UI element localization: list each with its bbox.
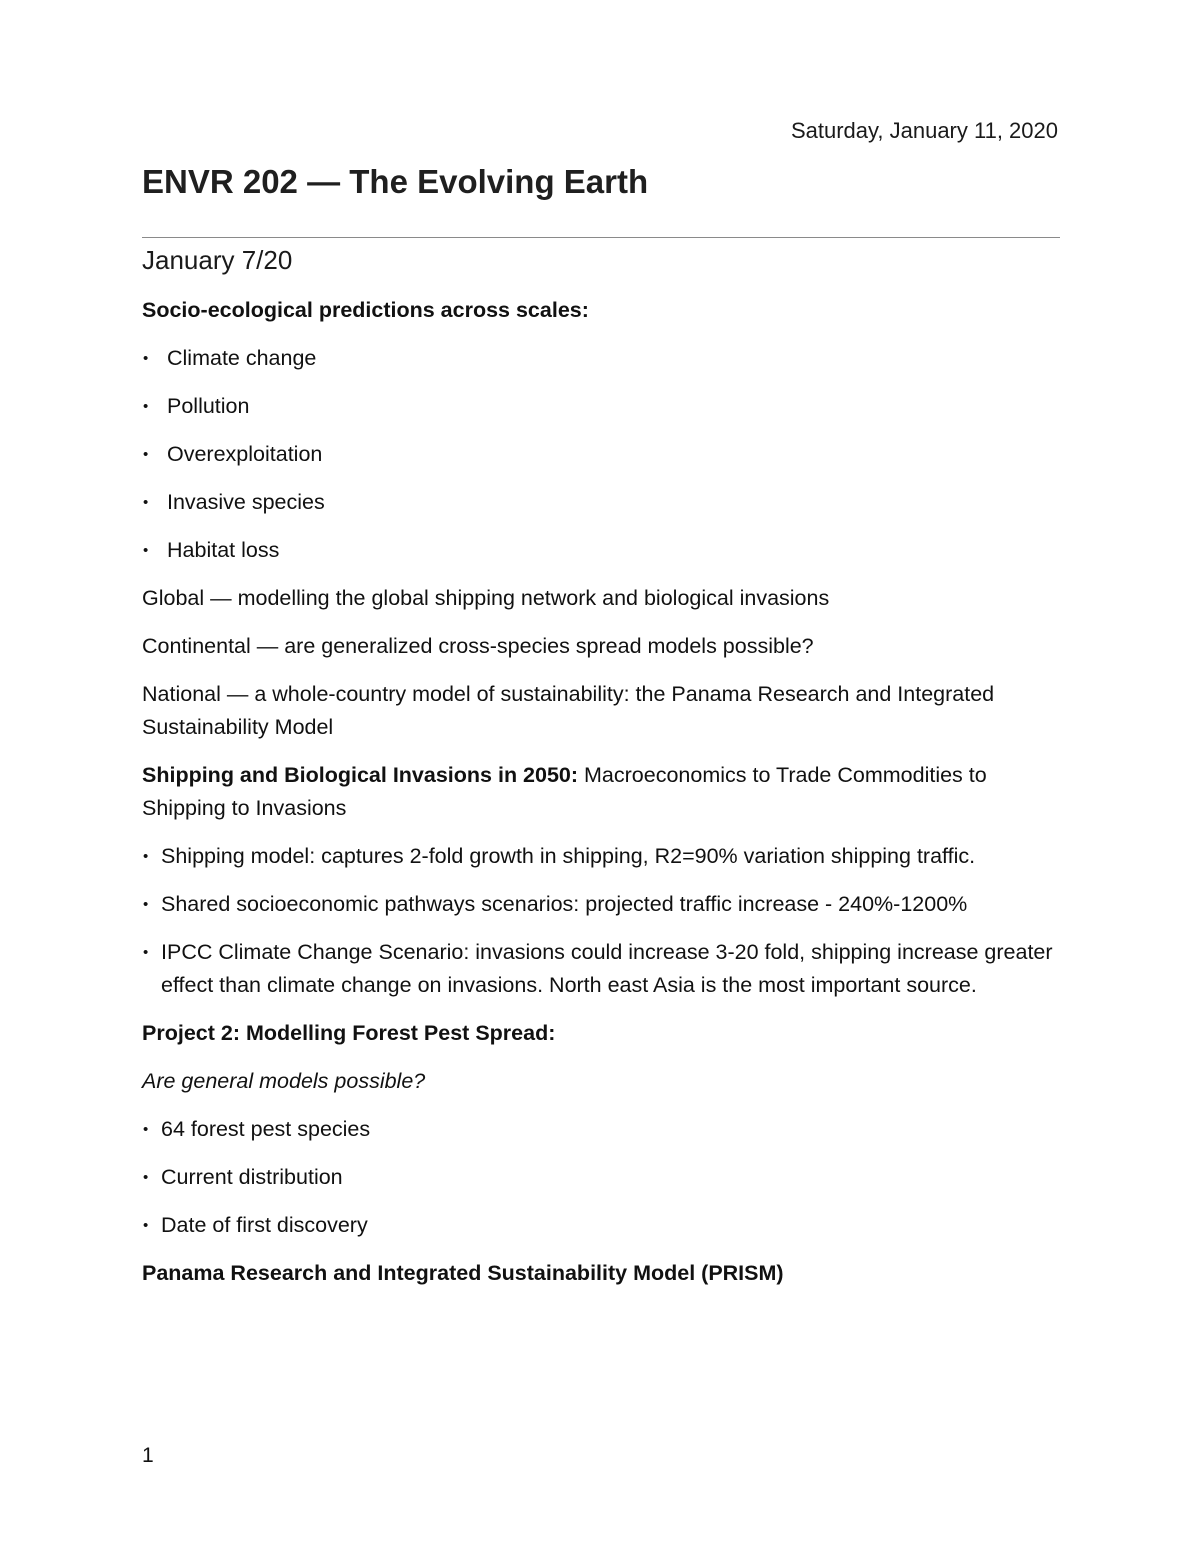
threats-list [142,342,1060,567]
scale-continental: Continental — are generalized cross-species spread models possible? [142,634,814,658]
prism-heading: Panama Research and Integrated Sustainability Model (PRISM) [142,1261,784,1285]
shipping-subtitle: Macroeconomics to Trade Commodities to Shipping to Invasions [142,763,987,820]
list-item: • Shipping model: captures 2-fold growth in shipping, R2=90% variation shipping traffic. [142,840,1060,873]
title-divider [142,237,1060,238]
list-item: • Overexploitation [142,438,1060,471]
scale-global: Global — modelling the global shipping network and biological invasions [142,586,830,610]
document-title: ENVR 202 — The Evolving Earth [142,163,649,200]
notes-body [142,244,1060,1290]
project2-points [142,1113,1060,1242]
shipping-heading: Shipping and Biological Invasions in 2050: [142,763,579,787]
list-item: • 64 forest pest species [142,1113,1060,1146]
document-date: Saturday, January 11, 2020 [790,118,1058,143]
list-item: • Current distribution [142,1161,1060,1194]
project2-question: Are general models possible? [142,1069,426,1093]
list-item: • Climate change [142,342,1060,375]
list-item: • Pollution [142,390,1060,423]
list-item: • Invasive species [142,486,1060,519]
page-number: 1 [142,1444,154,1467]
list-item: • IPCC Climate Change Scenario: invasions could increase 3-20 fold, shipping increase greater effect than climate change on invasions. North east Asia is the most important source. [142,936,1060,1002]
project2-heading: Project 2: Modelling Forest Pest Spread: [142,1021,556,1045]
lecture-date: January 7/20 [142,245,293,275]
shipping-paragraph [142,759,1060,825]
list-item: • Shared socioeconomic pathways scenarios: projected traffic increase - 240%-1200% [142,888,1060,921]
scale-national: National — a whole-country model of sustainability: the Panama Research and Integrated Sustainability Model [142,682,995,739]
list-item: • Habitat loss [142,534,1060,567]
shipping-points [142,840,1060,1002]
predictions-heading: Socio-ecological predictions across scales: [142,298,589,322]
list-item: • Date of first discovery [142,1209,1060,1242]
